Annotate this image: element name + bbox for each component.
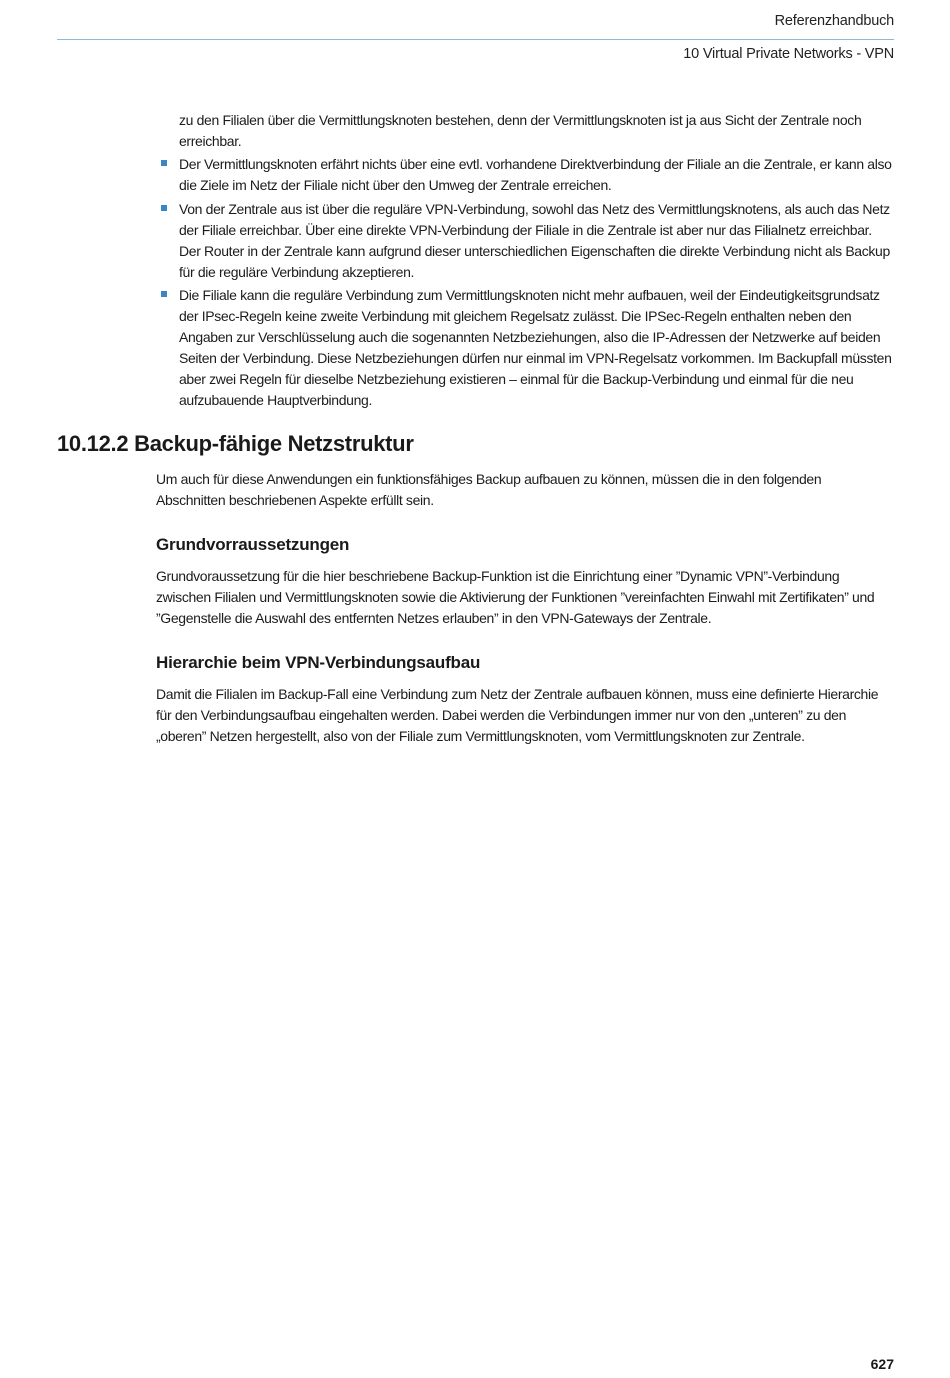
bullet-square-icon (161, 205, 167, 211)
list-item-text: Die Filiale kann die reguläre Verbindung zum Vermittlungsknoten nicht mehr aufbauen, weil der Eindeutigkeitsgrundsatz der IPsec-Regeln keine zweite Verbindung mit gleichem Regelsatz zulässt. Die IPSec-Regeln enthalten neben den Angaben zur Verschlüsselung auch die sogenannten Netzbeziehungen, also die IP-Adressen der Netzwerke auf beiden Seiten der Verbindung. Diese Netzbeziehungen dürfen nur einmal im VPN-Regelsatz vorkommen. Im Backupfall müssten aber zwei Regeln für dieselbe Netzbeziehung existieren – einmal für die Backup-Verbindung und einmal für die neu aufzubauende Hauptverbindung. (179, 287, 892, 408)
bullet-square-icon (161, 160, 167, 166)
subsection-body: Grundvoraussetzung für die hier beschriebene Backup-Funktion ist die Einrichtung einer ”Dynamic VPN”-Verbindung zwischen Filialen und Vermittlungsknoten sowie die Aktivierung der Funktionen ”vereinfachten Einwahl mit Zertifikaten” und ”Gegenstelle die Auswahl des entfernten Netzes erlauben” in den VPN-Gateways der Zentrale. (156, 568, 875, 626)
subsection-heading: Grundvorraussetzungen (156, 535, 350, 554)
manual-title: Referenzhandbuch (774, 13, 894, 29)
section-intro: Um auch für diese Anwendungen ein funktionsfähiges Backup aufbauen zu können, müssen die in den folgenden Abschnitten beschriebenen Aspekte erfüllt sein. (156, 471, 822, 508)
subsection-body: Damit die Filialen im Backup-Fall eine Verbindung zum Netz der Zentrale aufbauen können, muss eine definierte Hierarchie für den Verbindungsaufbau eingehalten werden. Dabei werden die Verbindungen immer nur von den „unteren” zu den „oberen” Netzen hergestellt, also von der Filiale zum Vermittlungsknoten, vom Vermittlungsknoten zur Zentrale. (156, 686, 879, 744)
header-divider (57, 39, 894, 40)
chapter-title: 10 Virtual Private Networks - VPN (683, 46, 894, 62)
list-item-text: Der Vermittlungsknoten erfährt nichts über eine evtl. vorhandene Direktverbindung der Filiale an die Zentrale, er kann also die Ziele im Netz der Filiale nicht über den Umweg der Zentrale erreichen. (179, 156, 892, 193)
continuation-paragraph: zu den Filialen über die Vermittlungsknoten bestehen, denn der Vermittlungsknoten ist ja aus Sicht der Zentrale noch erreichbar. (179, 112, 862, 149)
subsection-heading: Hierarchie beim VPN-Verbindungsaufbau (156, 653, 481, 672)
page-number: 627 (870, 1356, 894, 1372)
bullet-square-icon (161, 291, 167, 297)
list-item-text: Von der Zentrale aus ist über die reguläre VPN-Verbindung, sowohl das Netz des Vermittlungsknotens, als auch das Netz der Filiale erreichbar. Über eine direkte VPN-Verbindung der Filiale in die Zentrale ist aber nur das Filialnetz erreichbar. Der Router in der Zentrale kann aufgrund dieser unterschiedlichen Eigenschaften die direkte Verbindung nicht als Backup für die reguläre Verbindung akzeptieren. (179, 201, 890, 280)
section-heading: 10.12.2 Backup-fähige Netzstruktur (57, 431, 414, 456)
